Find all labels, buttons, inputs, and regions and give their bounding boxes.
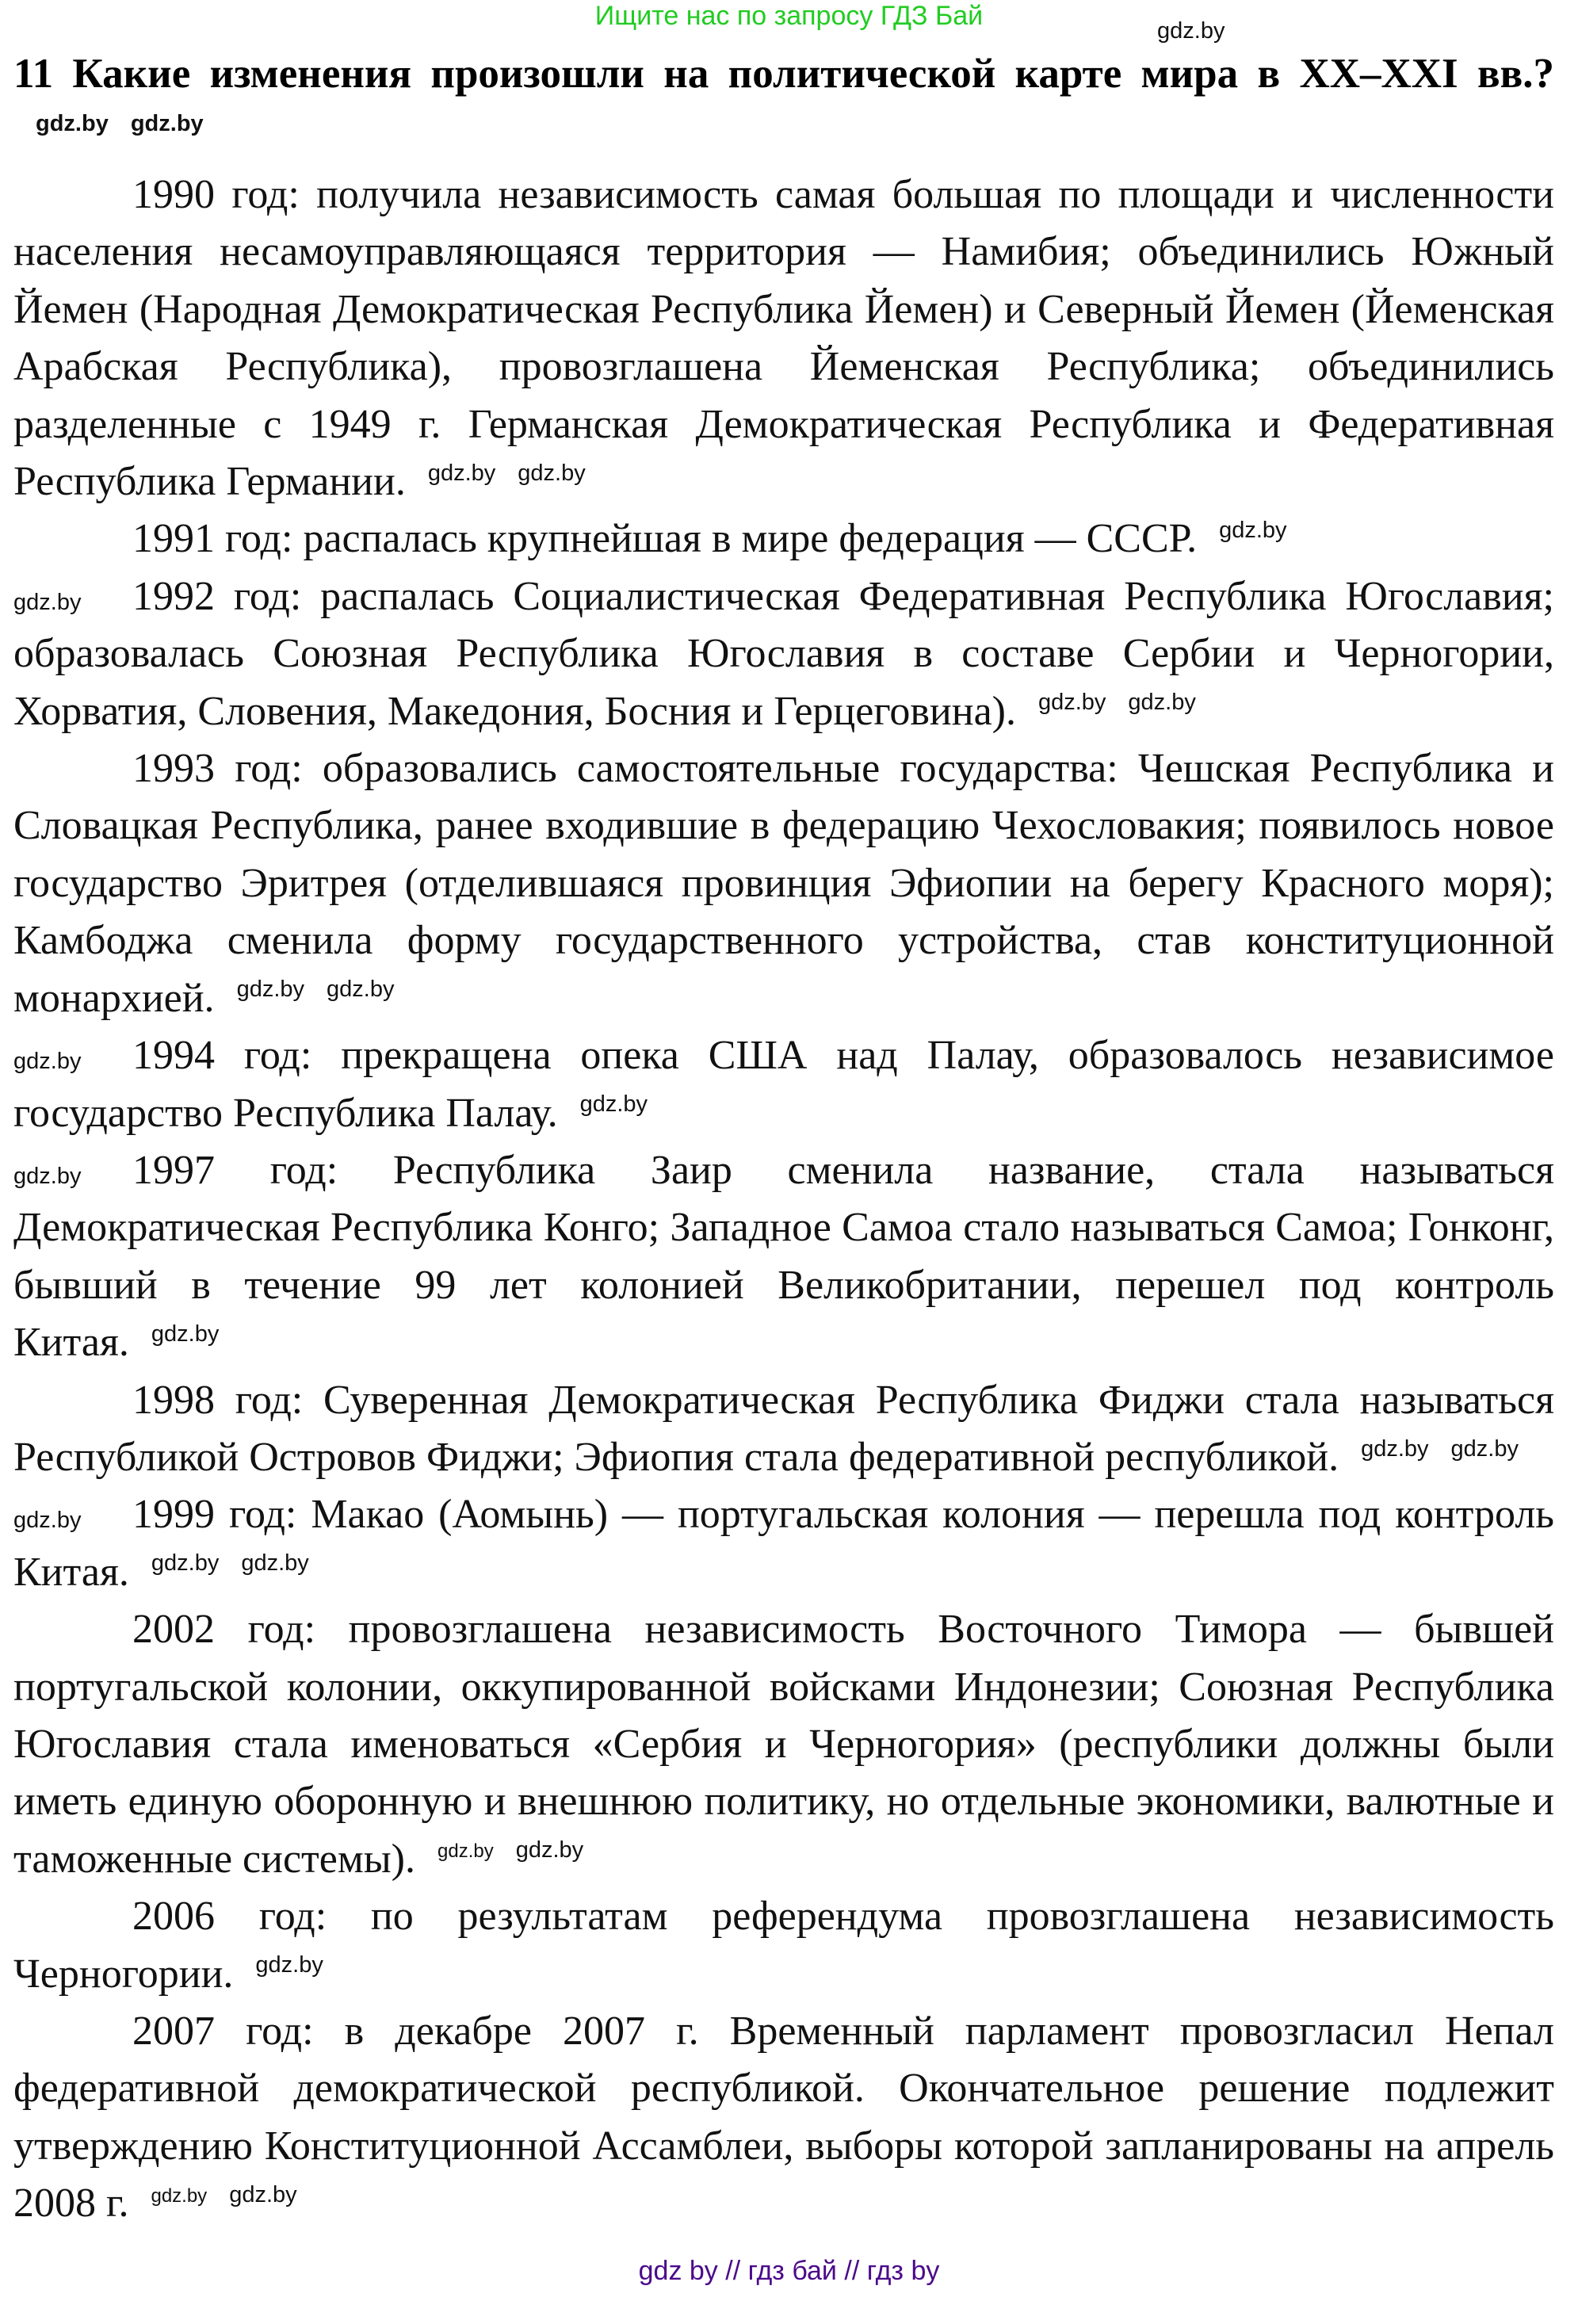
watermark: gdz.by: [1219, 518, 1287, 544]
paragraph-1991: [13, 510, 1554, 568]
footer-links: gdz by // гдз бай // гдз by: [638, 2255, 940, 2286]
paragraph-text: 1999 год: Макао (Аомынь) — португальская колония — перешла под контроль Китая.: [13, 1492, 1554, 1595]
lead-margin: [13, 1486, 132, 1543]
question-title: [13, 44, 1554, 162]
paragraph-2007: [13, 2003, 1554, 2233]
paragraph-1999: [13, 1486, 1554, 1601]
watermark: gdz.by: [1037, 690, 1106, 716]
search-hint-banner: Ищите нас по запросу ГДЗ Бай: [594, 1, 984, 31]
watermark: gdz.by: [229, 2181, 297, 2207]
watermark: gdz.by: [327, 977, 395, 1003]
watermark: gdz.by: [255, 1952, 323, 1978]
answer-text: [13, 166, 1554, 2233]
watermark: gdz.by: [151, 1321, 220, 1347]
paragraph-1992: [13, 568, 1554, 740]
paragraph-1998: [13, 1372, 1554, 1487]
watermark: gdz.by: [1450, 1435, 1519, 1462]
paragraph-text: 1994 год: прекращена опека США над Палау, образовалось независимое государство Республика Палау.: [13, 1033, 1554, 1136]
lead-margin: [13, 568, 132, 625]
watermark: gdz.by: [130, 111, 204, 137]
watermark: gdz.by: [1157, 18, 1225, 44]
watermark: gdz.by: [579, 1091, 648, 1118]
watermark: gdz.by: [13, 1163, 82, 1189]
header-bar: [0, 0, 1578, 44]
watermark: gdz.by: [1128, 690, 1196, 716]
watermark: gdz.by: [427, 460, 496, 486]
watermark: gdz.by: [236, 977, 305, 1003]
paragraph-1994: [13, 1027, 1554, 1142]
paragraph-text: 1990 год: получила независимость самая большая по площади и численности населения несамоуправляющаяся территория — Намибия; объединились Южный Йемен (Народная Демократическая Республика Йемен) и Северный Йемен (Йеменская Арабская Республика), провозглашена Йеменская Республика; объединились разделенные с 1949 г. Германская Демократическая Республика и Федеративная Республика Германии.: [13, 172, 1554, 505]
watermark: gdz.by: [151, 1550, 220, 1577]
paragraph-text: 2007 год: в декабре 2007 г. Временный парламент провозгласил Непал федеративной демократической республикой. Окончательное решение подлежит утверждению Конституционной Ассамблеи, выборы которой запланированы на апрель 2008 г.: [13, 2009, 1554, 2227]
lead-margin: [13, 1142, 132, 1199]
paragraph-2006: [13, 1888, 1554, 2003]
paragraph-text: 2002 год: провозглашена независимость Восточного Тимора — бывшей португальской колонии, оккупированной войсками Индонезии; Союзная Республика Югославия стала именоваться «Сербия и Черногория» (республики должны были иметь единую оборонную и внешнюю политику, но отдельные экономики, валютные и таможенные системы).: [13, 1607, 1554, 1882]
watermark: gdz.by: [13, 589, 82, 615]
paragraph-text: 1993 год: образовались самостоятельные государства: Чешская Республика и Словацкая Республика, ранее входившие в федерацию Чехословакия; появилось новое государство Эритрея (отделившаяся провинция Эфиопии на берегу Красного моря); Камбоджа сменила форму государственного устройства, став конституционной монархией.: [13, 746, 1554, 1021]
watermark: gdz.by: [518, 460, 586, 486]
page-content: [0, 35, 1578, 2233]
paragraph-text: 1991 год: распалась крупнейшая в мире федерация — СССР.: [132, 516, 1198, 562]
watermark: gdz.by: [13, 1049, 82, 1075]
watermark: gdz.by: [515, 1837, 584, 1863]
watermark: gdz.by: [13, 1508, 82, 1534]
question-title-text: 11 Какие изменения произошли на политической карте мира в XX–XXI вв.?: [13, 51, 1554, 97]
watermark: gdz.by: [151, 2184, 208, 2207]
paragraph-text: 1992 год: распалась Социалистическая Федеративная Республика Югославия; образовалась Союзная Республика Югославия в составе Сербии и Черногории, Хорватия, Словения, Македония, Босния и Герцеговина).: [13, 573, 1554, 734]
watermark: gdz.by: [241, 1550, 309, 1577]
watermark: gdz.by: [437, 1840, 494, 1863]
paragraph-text: 1998 год: Суверенная Демократическая Республика Фиджи стала называться Республикой Островов Фиджи; Эфиопия стала федеративной республикой.: [13, 1377, 1554, 1480]
paragraph-text: 2006 год: по результатам референдума провозглашена независимость Черногории.: [13, 1894, 1554, 1997]
paragraph-1993: [13, 740, 1554, 1027]
lead-margin: [13, 1027, 132, 1084]
paragraph-1990: [13, 166, 1554, 510]
watermark: gdz.by: [1361, 1435, 1429, 1462]
paragraph-2002: [13, 1601, 1554, 1888]
paragraph-1997: [13, 1142, 1554, 1372]
paragraph-text: 1997 год: Республика Заир сменила название, стала называться Демократическая Республика Конго; Западное Самоа стало называться Самоа; Гонконг, бывший в течение 99 лет колонией Великобритании, перешел под контроль Китая.: [13, 1147, 1554, 1366]
watermark: gdz.by: [36, 111, 109, 137]
